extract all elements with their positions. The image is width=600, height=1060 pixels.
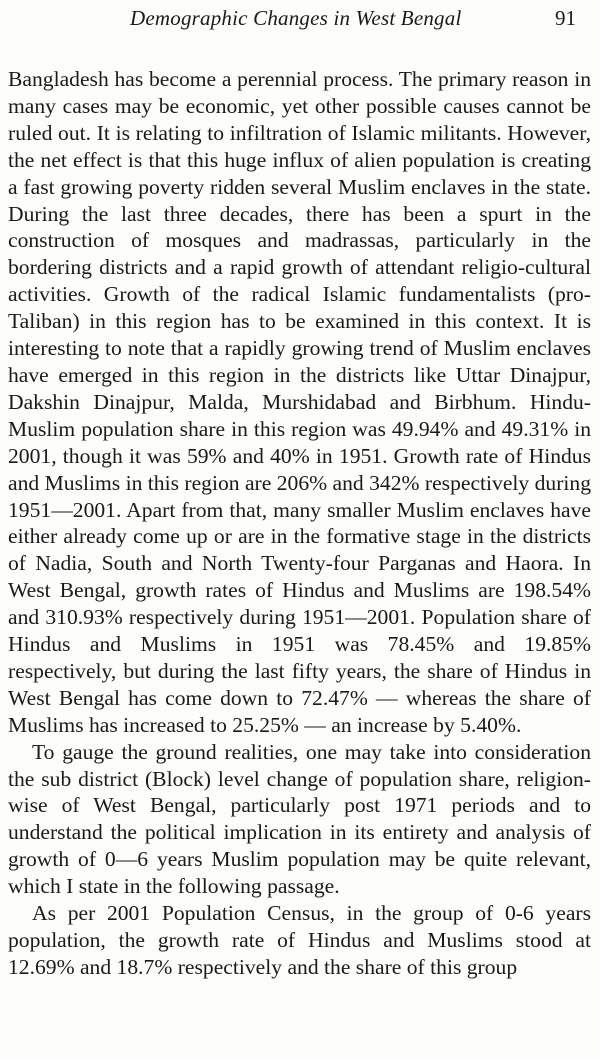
paragraph-census-2001: As per 2001 Population Census, in the group of 0-6 years population, the growth rate of Hindus and Muslims stood at 12.69% and 18.7% respectively and the share of this group [8, 901, 591, 979]
running-title: Demographic Changes in West Bengal [130, 6, 462, 30]
page-number: 91 [555, 6, 576, 30]
running-header [0, 6, 600, 36]
body-text [8, 66, 591, 981]
paragraph-continued: Bangladesh has become a perennial process. The primary reason in many cases may be economic, yet other possible causes cannot be ruled out. It is relating to infiltration of Islamic militants. However, the net effect is that this huge influx of alien population is creating a fast growing poverty ridden several Muslim enclaves in the state. During the last three decades, there has been a spurt in the construction of mosques and madrassas, particularly in the bordering districts and a rapid growth of attendant religio-cultural activities. Growth of the radical Islamic fundamentalists (pro-Taliban) in this region has to be examined in this context. It is interesting to note that a rapidly growing trend of Muslim enclaves have emerged in this region in the districts like Uttar Dinajpur, Dakshin Dinajpur, Malda, Murshidabad and Birbhum. Hindu-Muslim population share in this region was 49.94% and 49.31% in 2001, though it was 59% and 40% in 1951. Growth rate of Hindus and Muslims in this region are 206% and 342% respectively during 1951—2001. Apart from that, many smaller Muslim enclaves have either already come up or are in the formative stage in the districts of Nadia, South and North Twenty-four Parganas and Haora. In West Bengal, growth rates of Hindus and Muslims are 198.54% and 310.93% respectively during 1951—2001. Population share of Hindus and Muslims in 1951 was 78.45% and 19.85% respectively, but during the last fifty years, the share of Hindus in West Bengal has come down to 72.47% — whereas the share of Muslims has increased to 25.25% — an increase by 5.40%. [8, 67, 591, 737]
paragraph-ground-realities: To gauge the ground realities, one may take into consideration the sub district (Block) level change of population share, religion-wise of West Bengal, particularly post 1971 periods and to understand the political implication in its entirety and analysis of growth of 0—6 years Muslim population may be quite relevant, which I state in the following passage. [8, 739, 591, 899]
